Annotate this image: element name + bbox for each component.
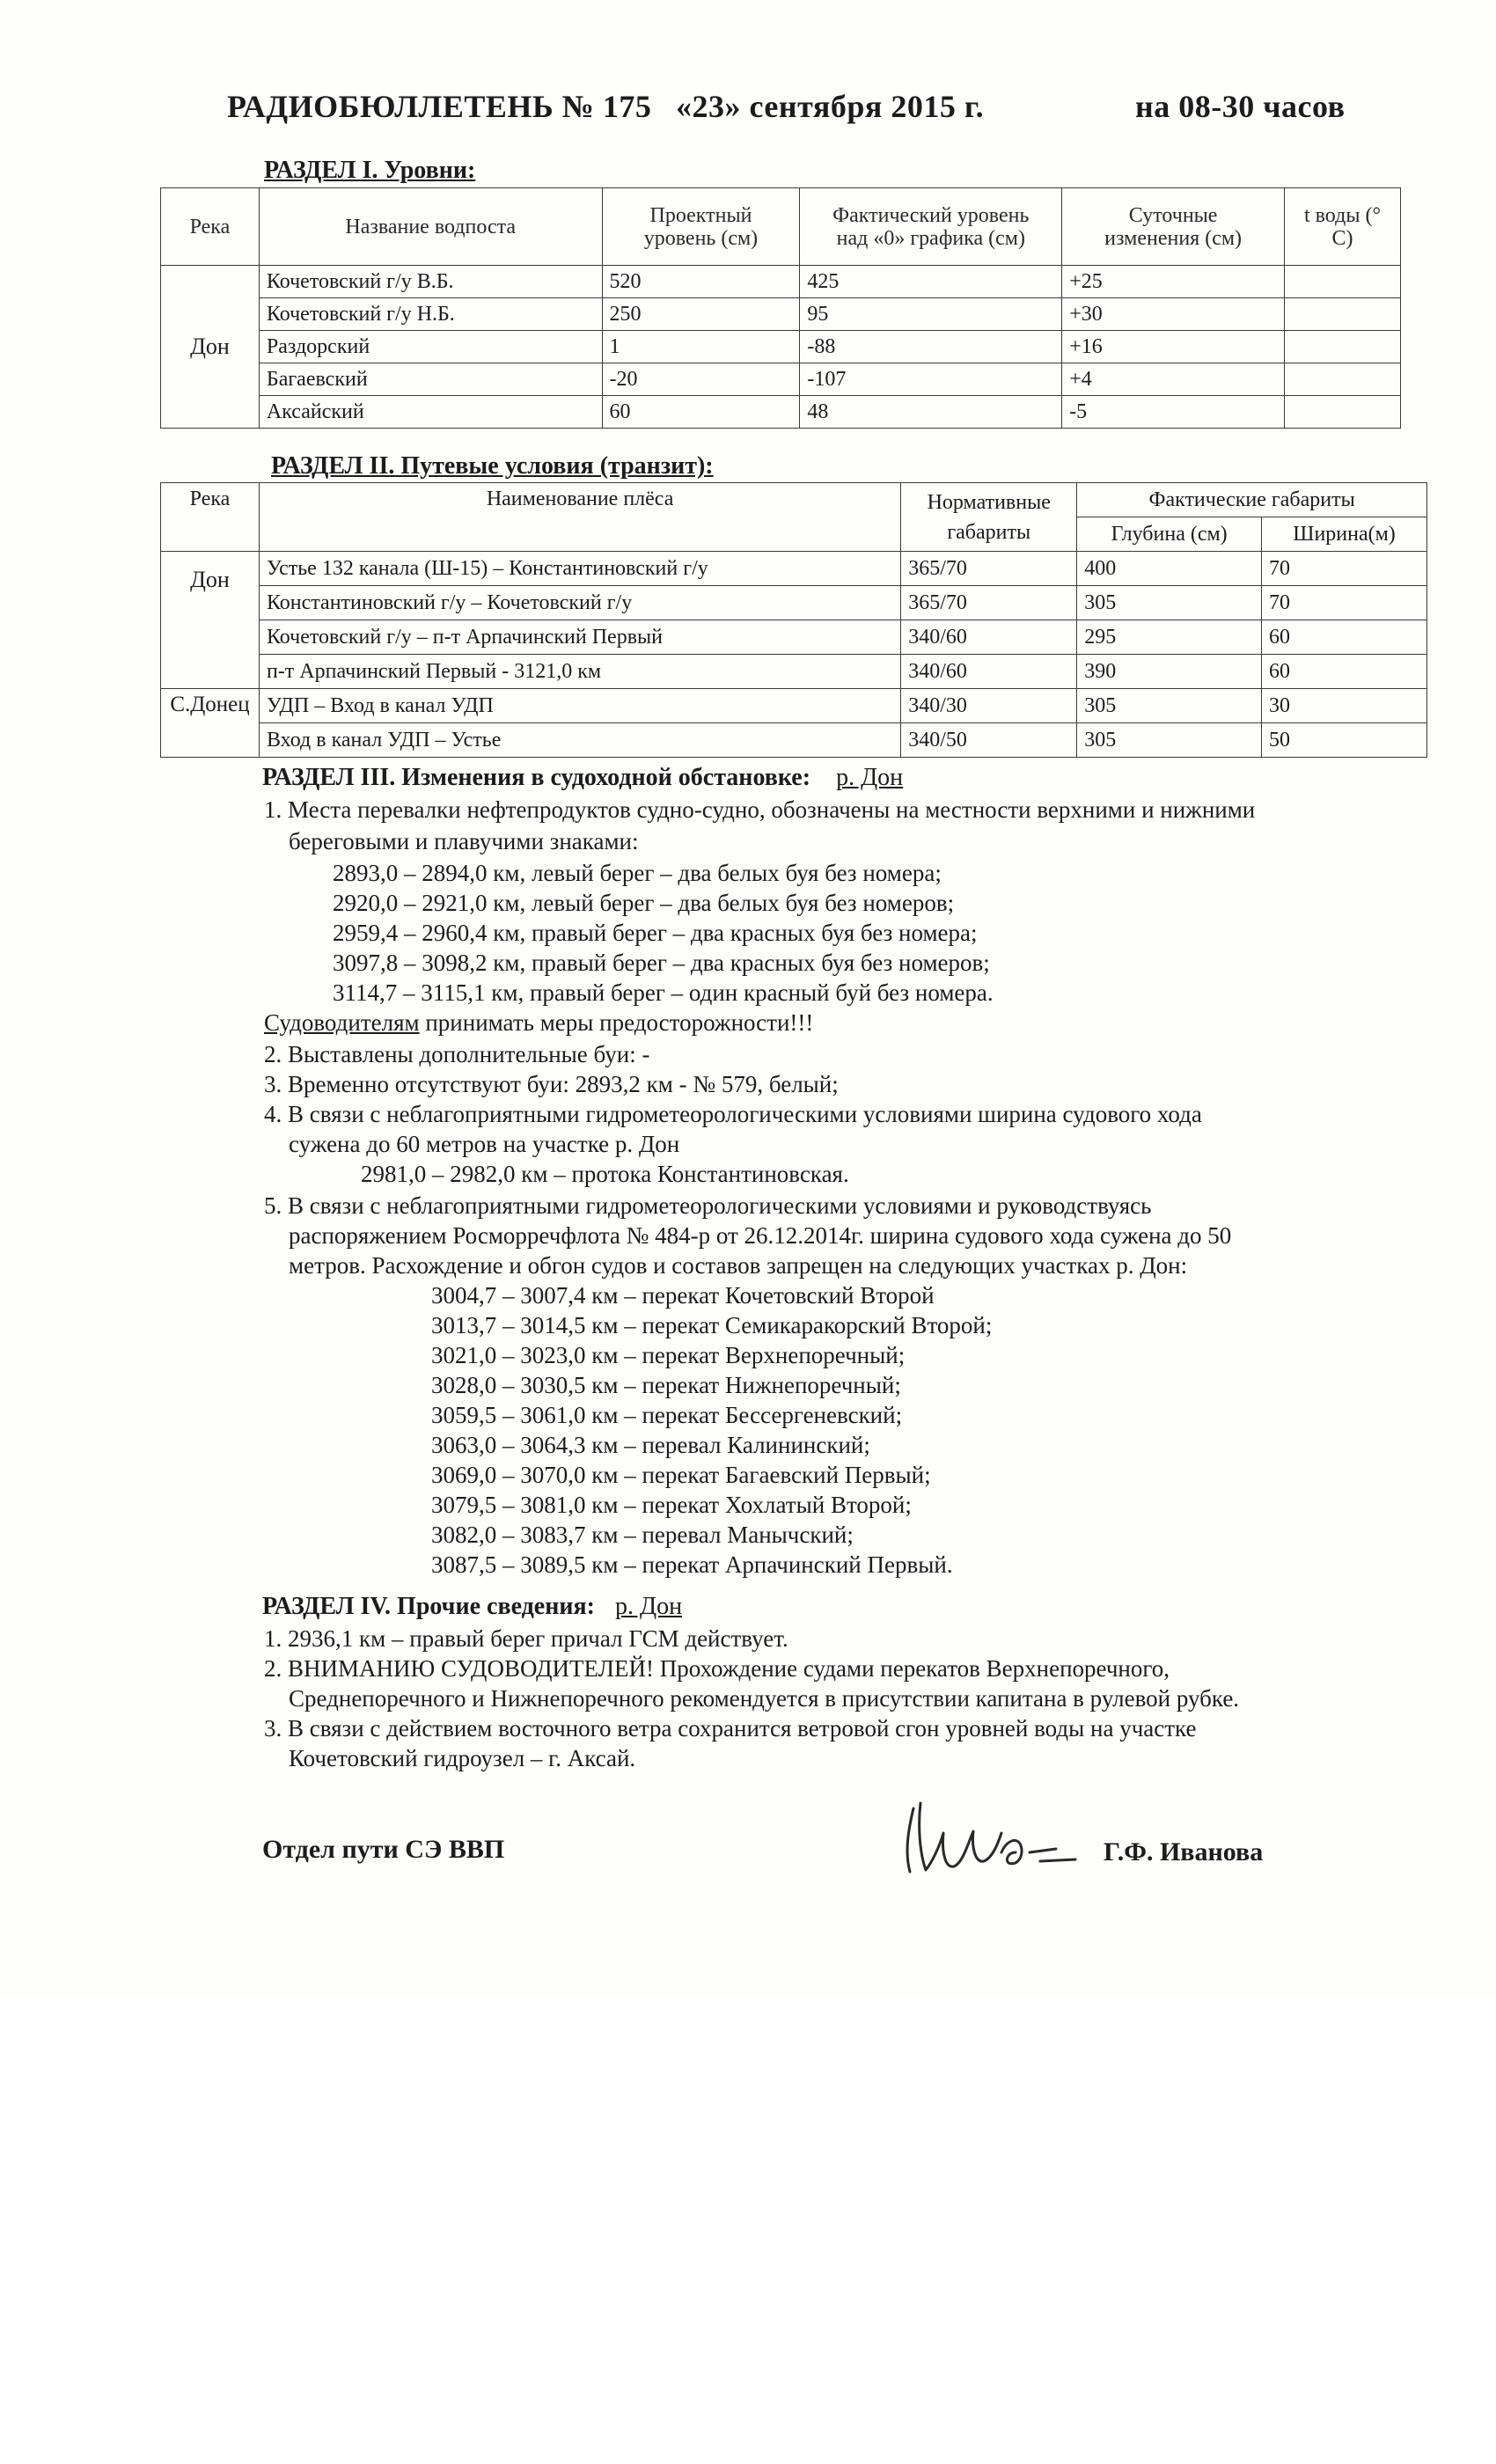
section3-title-text: РАЗДЕЛ III. Изменения в судоходной обстановке:: [262, 764, 811, 791]
actual-depth: 305: [1077, 723, 1262, 758]
table-row: [161, 266, 1401, 298]
list-item: 3087,5 – 3089,5 км – перекат Арпачинский Первый.: [431, 1551, 953, 1578]
reach-name: Устье 132 канала (Ш-15) – Константиновский г/у: [259, 552, 900, 586]
list-item: 3059,5 – 3061,0 км – перекат Бессергеневский;: [431, 1402, 903, 1428]
gauge-name: Кочетовский г/у Н.Б.: [259, 298, 602, 331]
actual-level: 425: [800, 266, 1062, 298]
department-label: Отдел пути СЭ ВВП: [262, 1835, 505, 1864]
table-row: [161, 689, 1427, 723]
caution-line: [264, 1007, 813, 1038]
actual-depth: 400: [1077, 552, 1262, 586]
caution-text: принимать меры предосторожности!!!: [419, 1009, 814, 1036]
water-temp: [1285, 363, 1401, 396]
list-item: 3114,7 – 3115,1 км, правый берег – один красный буй без номера.: [333, 979, 994, 1006]
section1-title: РАЗДЕЛ I. Уровни:: [264, 157, 476, 184]
col-river: Река: [161, 188, 260, 266]
actual-level: -88: [800, 331, 1062, 363]
gauge-name: Кочетовский г/у В.Б.: [259, 266, 602, 298]
list-item: 3079,5 – 3081,0 км – перекат Хохлатый Второй;: [431, 1492, 912, 1518]
s3-p5-line1: 5. В связи с неблагоприятными гидрометеорологическими условиями и руководствуясь: [264, 1192, 1152, 1219]
section2-title: РАЗДЕЛ II. Путевые условия (транзит):: [271, 452, 714, 480]
list-item: 2920,0 – 2921,0 км, левый берег – два белых буя без номеров;: [333, 890, 955, 916]
river-cell: Дон: [161, 266, 260, 429]
s3-p3: 3. Временно отсутствуют буи: 2893,2 км - № 579, белый;: [264, 1071, 839, 1097]
actual-level: 95: [800, 298, 1062, 331]
list-item: 2959,4 – 2960,4 км, правый берег – два красных буя без номера;: [333, 920, 978, 946]
normative-dims: 340/60: [901, 655, 1077, 689]
project-level: 60: [602, 396, 800, 429]
bulletin-date: «23» сентября 2015 г.: [676, 89, 985, 124]
actual-width: 50: [1262, 723, 1427, 758]
s4-p3-line2: Кочетовский гидроузел – г. Аксай.: [289, 1745, 636, 1771]
s4-p2-line2: Среднепоречного и Нижнепоречного рекомендуется в присутствии капитана в рулевой рубке.: [289, 1685, 1240, 1712]
transit-table: [160, 482, 1427, 758]
project-level: 520: [602, 266, 800, 298]
river-cell: С.Донец: [161, 689, 260, 758]
project-level: 1: [602, 331, 800, 363]
actual-width: 30: [1262, 689, 1427, 723]
col-actual-dims: Фактические габариты: [1077, 483, 1427, 517]
table-row: [161, 723, 1427, 758]
table-row: [161, 552, 1427, 586]
daily-change: +4: [1062, 363, 1285, 396]
s3-p1-line2: береговыми и плавучими знаками:: [289, 828, 639, 854]
section4-river: р. Дон: [614, 1593, 683, 1620]
normative-dims: 365/70: [901, 586, 1077, 620]
section3-title: [262, 764, 903, 792]
col-river: Река: [161, 483, 260, 552]
water-temp: [1285, 266, 1401, 298]
col-reach-name: Наименование плёса: [259, 483, 900, 552]
reach-name: Кочетовский г/у – п-т Арпачинский Первый: [259, 620, 900, 655]
table-row: [161, 363, 1401, 396]
section3-river: р. Дон: [836, 764, 904, 791]
gauge-name: Багаевский: [259, 363, 602, 396]
s3-p1-line1: 1. Места перевалки нефтепродуктов судно-судно, обозначены на местности верхними и нижними: [264, 796, 1256, 823]
table-row: [161, 396, 1401, 429]
actual-depth: 305: [1077, 689, 1262, 723]
s3-p5-line2: распоряжением Росморречфлота № 484-р от 26.12.2014г. ширина судового хода сужена до 50: [289, 1222, 1232, 1249]
reach-name: Константиновский г/у – Кочетовский г/у: [259, 586, 900, 620]
list-item: 3069,0 – 3070,0 км – перекат Багаевский Первый;: [431, 1462, 931, 1488]
s3-p4-line1: 4. В связи с неблагоприятными гидрометеорологическими условиями ширина судового хода: [264, 1101, 1202, 1127]
s3-p5-line3: метров. Расхождение и обгон судов и составов запрещен на следующих участках р. Дон:: [289, 1252, 1188, 1279]
river-cell: Дон: [161, 552, 260, 689]
s4-p1: 1. 2936,1 км – правый берег причал ГСМ действует.: [264, 1625, 788, 1652]
list-item: 3021,0 – 3023,0 км – перекат Верхнепоречный;: [431, 1342, 906, 1368]
water-temp: [1285, 396, 1401, 429]
col-water-temp: t воды (° C): [1285, 188, 1401, 266]
actual-width: 70: [1262, 552, 1427, 586]
signer-name: Г.Ф. Иванова: [1104, 1837, 1264, 1866]
daily-change: +16: [1062, 331, 1285, 363]
daily-change: -5: [1062, 396, 1285, 429]
reach-name: Вход в канал УДП – Устье: [259, 723, 900, 758]
levels-table: [160, 187, 1401, 429]
col-normative: Нормативные габариты: [901, 483, 1077, 552]
table-row: [161, 655, 1427, 689]
list-item: 3013,7 – 3014,5 км – перекат Семикаракорский Второй;: [431, 1312, 993, 1338]
list-item: 2893,0 – 2894,0 км, левый берег – два белых буя без номера;: [333, 860, 942, 886]
s4-p3-line1: 3. В связи с действием восточного ветра сохранится ветровой сгон уровней воды на участке: [264, 1715, 1197, 1742]
list-item: 3028,0 – 3030,5 км – перекат Нижнепоречный;: [431, 1372, 901, 1398]
table-row: [161, 620, 1427, 655]
normative-dims: 365/70: [901, 552, 1077, 586]
s3-p4-line2: сужена до 60 метров на участке р. Дон: [289, 1131, 680, 1157]
section4-title-text: РАЗДЕЛ IV. Прочие сведения:: [262, 1593, 595, 1620]
reach-name: УДП – Вход в канал УДП: [259, 689, 900, 723]
bulletin-time: на 08-30 часов: [1135, 89, 1346, 124]
actual-level: 48: [800, 396, 1062, 429]
daily-change: +25: [1062, 266, 1285, 298]
bulletin-title: РАДИОБЮЛЛЕТЕНЬ № 175: [227, 89, 652, 124]
actual-level: -107: [800, 363, 1062, 396]
col-project-level: Проектный уровень (см): [602, 188, 800, 266]
col-gauge-name: Название водпоста: [259, 188, 602, 266]
levels-header-row: [161, 188, 1401, 266]
actual-depth: 295: [1077, 620, 1262, 655]
list-item: 3097,8 – 3098,2 км, правый берег – два красных буя без номеров;: [333, 950, 990, 976]
col-actual-level: Фактический уровень над «0» графика (см): [800, 188, 1062, 266]
col-depth: Глубина (см): [1077, 517, 1262, 552]
transit-header-row: [161, 483, 1427, 517]
actual-depth: 390: [1077, 655, 1262, 689]
gauge-name: Раздорский: [259, 331, 602, 363]
section4-title: [262, 1593, 682, 1621]
col-daily-change: Суточные изменения (см): [1062, 188, 1285, 266]
table-row: [161, 298, 1401, 331]
s4-p2-line1: 2. ВНИМАНИЮ СУДОВОДИТЕЛЕЙ! Прохождение судами перекатов Верхнепоречного,: [264, 1655, 1170, 1682]
normative-dims: 340/50: [901, 723, 1077, 758]
water-temp: [1285, 298, 1401, 331]
list-item: 3063,0 – 3064,3 км – перевал Калининский;: [431, 1432, 870, 1458]
reach-name: п-т Арпачинский Первый - 3121,0 км: [259, 655, 900, 689]
caution-underlined: Судоводителям: [264, 1009, 420, 1036]
actual-depth: 305: [1077, 586, 1262, 620]
s3-p2: 2. Выставлены дополнительные буи: -: [264, 1041, 650, 1067]
list-item: 3082,0 – 3083,7 км – перевал Манычский;: [431, 1522, 854, 1548]
actual-width: 60: [1262, 620, 1427, 655]
table-row: [161, 331, 1401, 363]
normative-dims: 340/60: [901, 620, 1077, 655]
s3-p4-line3: 2981,0 – 2982,0 км – протока Константиновская.: [361, 1161, 849, 1187]
project-level: 250: [602, 298, 800, 331]
actual-width: 60: [1262, 655, 1427, 689]
project-level: -20: [602, 363, 800, 396]
normative-dims: 340/30: [901, 689, 1077, 723]
daily-change: +30: [1062, 298, 1285, 331]
handwritten-signature: [889, 1791, 1118, 1892]
water-temp: [1285, 331, 1401, 363]
col-width: Ширина(м): [1262, 517, 1427, 552]
actual-width: 70: [1262, 586, 1427, 620]
list-item: 3004,7 – 3007,4 км – перекат Кочетовский Второй: [431, 1282, 935, 1309]
gauge-name: Аксайский: [259, 396, 602, 429]
table-row: [161, 586, 1427, 620]
